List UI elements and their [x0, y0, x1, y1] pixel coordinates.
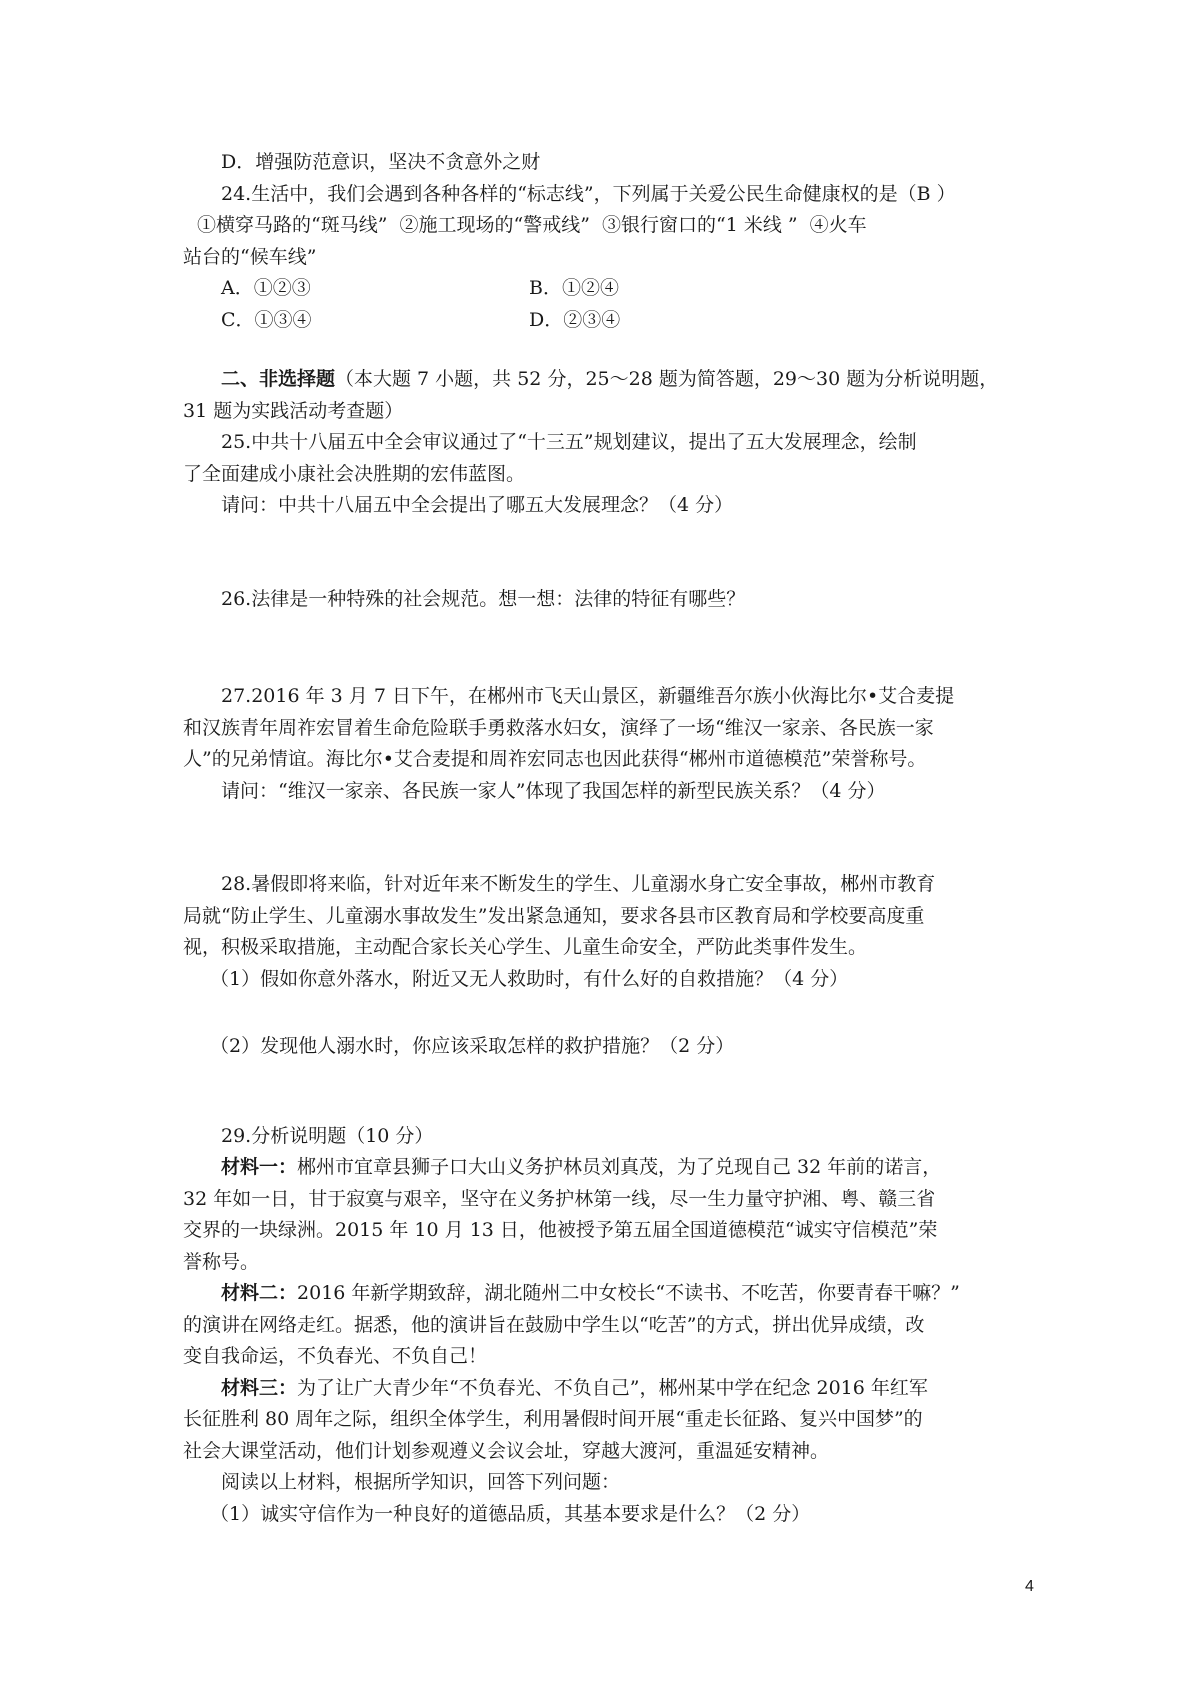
q25-line2: 了全面建成小康社会决胜期的宏伟蓝图。 [183, 462, 526, 485]
q23-option-d: D．增强防范意识，坚决不贪意外之财 [221, 151, 541, 173]
q28-sub-question-2: （2）发现他人溺水时，你应该采取怎样的救护措施？（2 分） [210, 1035, 735, 1057]
q24-option-a: A．①②③ [221, 277, 311, 299]
material3-label: 材料三： [221, 1376, 298, 1399]
material3-text: 为了让广大青少年“不负春光、不负自己”，郴州某中学在纪念 2016 年红军 [297, 1376, 928, 1399]
q24-stem: 24.生活中，我们会遇到各种各样的“标志线”，下列属于关爱公民生命健康权的是（B ） [221, 182, 956, 205]
material1-line2: 32 年如一日，甘于寂寞与艰辛，坚守在义务护林第一线，尽一生力量守护湘、粤、赣三省 [183, 1187, 936, 1210]
q24-options-row1 [183, 273, 1028, 305]
material1-label: 材料一： [221, 1156, 298, 1178]
q29-title: 29.分析说明题（10 分） [221, 1124, 434, 1147]
q24-option-c: C．①③④ [221, 308, 312, 331]
material2-line2: 的演讲在网络走红。据悉，他的演讲旨在鼓励中学生以“吃苦”的方式，拼出优异成绩，改 [183, 1313, 925, 1336]
material1-text: 郴州市宜章县狮子口大山义务护林员刘真茂，为了兑现自己 32 年前的诺言， [297, 1156, 942, 1178]
section2-heading-line [183, 364, 1028, 396]
q24-items-line1: ①横穿马路的“斑马线” ②施工现场的“警戒线” ③银行窗口的“1 米线 ” ④火车 [197, 214, 867, 236]
q29-sub-question-1: （1）诚实守信作为一种良好的道德品质，其基本要求是什么？（2 分） [210, 1502, 811, 1525]
q24-option-d: D．②③④ [529, 308, 621, 331]
material1-line4: 誉称号。 [183, 1250, 260, 1273]
q28-sub-question-1: （1）假如你意外落水，附近又无人救助时，有什么好的自救措施？（4 分） [210, 967, 849, 990]
section2-note: （本大题 7 小题，共 52 分，25～28 题为简答题，29～30 题为分析说明题， [335, 368, 999, 390]
q26-question: 26.法律是一种特殊的社会规范。想一想：法律的特征有哪些？ [221, 587, 746, 610]
q27-line2: 和汉族青年周祚宏冒着生命危险联手勇救落水妇女，演绎了一场“维汉一家亲、各民族一家 [183, 716, 934, 739]
q28-line2: 局就“防止学生、儿童溺水事故发生”发出紧急通知，要求各县市区教育局和学校要高度重 [183, 904, 925, 927]
material1-line3: 交界的一块绿洲。2015 年 10 月 13 日，他被授予第五届全国道德模范“诚实守信模范”荣 [183, 1219, 938, 1241]
material2-line1 [183, 1278, 1028, 1310]
q24-items-line2: 站台的“候车线” [183, 245, 317, 268]
page-number: 4 [1025, 1578, 1034, 1595]
q27-line3: 人”的兄弟情谊。海比尔•艾合麦提和周祚宏同志也因此获得“郴州市道德模范”荣誉称号。 [183, 748, 927, 770]
q25-question: 请问：中共十八届五中全会提出了哪五大发展理念？（4 分） [221, 494, 734, 516]
q24-options-row2 [183, 305, 1028, 337]
material3-line2: 长征胜利 80 周年之际，组织全体学生，利用暑假时间开展“重走长征路、复兴中国梦”的 [183, 1408, 923, 1430]
material3-line3: 社会大课堂活动，他们计划参观遵义会议会址，穿越大渡河，重温延安精神。 [183, 1439, 830, 1462]
q28-line3: 视，积极采取措施，主动配合家长关心学生、儿童生命安全，严防此类事件发生。 [183, 936, 868, 958]
material2-label: 材料二： [221, 1282, 298, 1304]
page-content [183, 147, 1028, 1530]
q28-line1: 28.暑假即将来临，针对近年来不断发生的学生、儿童溺水身亡安全事故，郴州市教育 [221, 873, 936, 895]
material2-text: 2016 年新学期致辞，湖北随州二中女校长“不读书、不吃苦，你要青春干嘛？” [297, 1282, 960, 1304]
section2-note-line2: 31 题为实践活动考查题） [183, 399, 404, 422]
q29-instruction: 阅读以上材料，根据所学知识，回答下列问题： [221, 1471, 621, 1493]
q25-line1: 25.中共十八届五中全会审议通过了“十三五”规划建议，提出了五大发展理念，绘制 [221, 431, 917, 453]
section2-heading: 二、非选择题 [221, 368, 336, 390]
q27-line1: 27.2016 年 3 月 7 日下午，在郴州市飞天山景区，新疆维吾尔族小伙海比尔•艾合麦提 [221, 685, 955, 707]
material1-line1 [183, 1152, 1028, 1184]
q27-question: 请问：“维汉一家亲、各民族一家人”体现了我国怎样的新型民族关系？（4 分） [221, 779, 886, 802]
material3-line1 [183, 1373, 1028, 1405]
material2-line3: 变自我命运，不负春光、不负自己！ [183, 1345, 488, 1367]
q24-option-b: B．①②④ [529, 277, 619, 299]
